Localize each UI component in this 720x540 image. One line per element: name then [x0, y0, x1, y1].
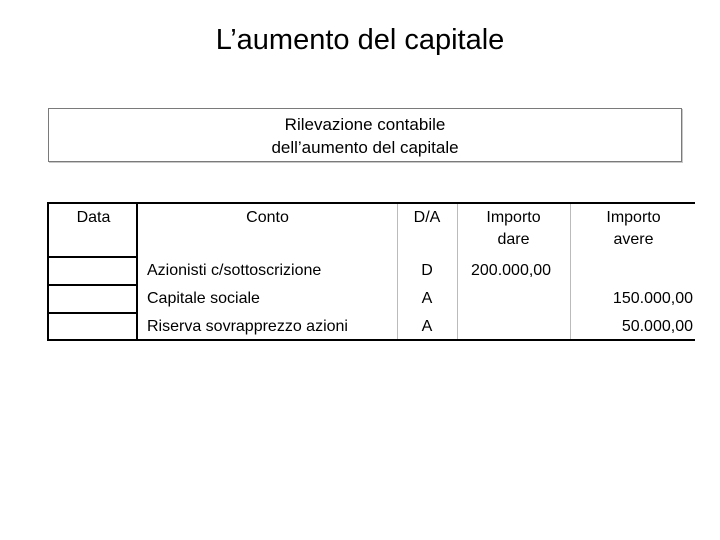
- row-1-da: D: [421, 262, 433, 279]
- row-2-conto: Capitale sociale: [147, 290, 260, 307]
- header-da: D/A: [413, 209, 441, 226]
- row-3-da: A: [421, 318, 433, 335]
- row-divider: [49, 256, 138, 258]
- header-importo-dare: [457, 207, 570, 251]
- journal-entry-table: [47, 202, 695, 341]
- row-3-avere: 50.000,00: [621, 318, 693, 335]
- row-1-dare: 200.000,00: [471, 262, 552, 279]
- row-2-avere: 150.000,00: [612, 290, 693, 307]
- row-divider: [49, 284, 138, 286]
- page-title: L’aumento del capitale: [215, 24, 505, 56]
- subtitle-box: [48, 108, 682, 162]
- header-importo-avere: [570, 207, 697, 251]
- header-importo-dare-line-2: dare: [497, 231, 530, 248]
- row-1-conto: Azionisti c/sottoscrizione: [147, 262, 322, 279]
- header-importo-avere-line-1: Importo: [606, 209, 661, 226]
- subtitle-line-1: Rilevazione contabile: [284, 115, 446, 134]
- row-divider: [49, 312, 138, 314]
- header-importo-avere-line-2: avere: [613, 231, 654, 248]
- row-3-conto: Riserva sovrapprezzo azioni: [147, 318, 348, 335]
- header-importo-dare-line-1: Importo: [486, 209, 541, 226]
- row-2-da: A: [421, 290, 433, 307]
- header-data: Data: [76, 209, 111, 226]
- subtitle-line-2: dell’aumento del capitale: [271, 138, 459, 157]
- header-conto: Conto: [246, 209, 289, 226]
